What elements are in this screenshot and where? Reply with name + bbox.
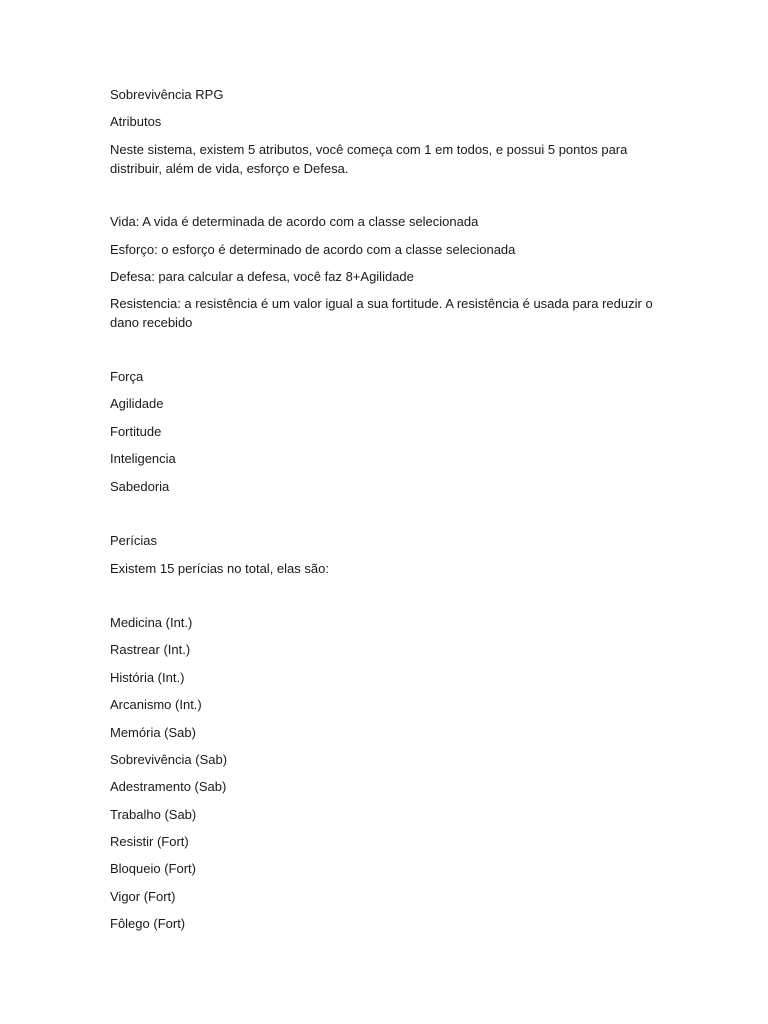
skill-item: Rastrear (Int.) — [110, 642, 191, 657]
skill-item: Bloqueio (Fort) — [110, 861, 196, 876]
intro-paragraph: Neste sistema, existem 5 atributos, você começa com 1 em todos, e possui 5 pontos para distribuir, além de vida, esforço e Defesa. — [110, 142, 628, 176]
attribute-item-agilidade: Agilidade — [110, 396, 164, 411]
attribute-item-inteligencia: Inteligencia — [110, 451, 176, 466]
skill-item: Trabalho (Sab) — [110, 807, 197, 822]
skills-intro: Existem 15 perícias no total, elas são: — [110, 561, 329, 576]
vida-paragraph: Vida: A vida é determinada de acordo com a classe selecionada — [110, 214, 479, 229]
skill-item: Adestramento (Sab) — [110, 779, 227, 794]
skill-item: Medicina (Int.) — [110, 615, 193, 630]
skill-item: Memória (Sab) — [110, 725, 196, 740]
document-title: Sobrevivência RPG — [110, 87, 224, 102]
attribute-item-fortitude: Fortitude — [110, 424, 162, 439]
skill-item: História (Int.) — [110, 670, 185, 685]
skill-item: Fôlego (Fort) — [110, 916, 186, 931]
attribute-item-sabedoria: Sabedoria — [110, 479, 170, 494]
attribute-item-forca: Força — [110, 369, 144, 384]
defesa-paragraph: Defesa: para calcular a defesa, você faz 8+Agilidade — [110, 269, 414, 284]
skill-item: Arcanismo (Int.) — [110, 697, 202, 712]
attributes-heading: Atributos — [110, 114, 162, 129]
skills-heading: Perícias — [110, 533, 157, 548]
esforco-paragraph: Esforço: o esforço é determinado de acordo com a classe selecionada — [110, 242, 516, 257]
skill-item: Sobrevivência (Sab) — [110, 752, 228, 767]
skill-item: Vigor (Fort) — [110, 889, 176, 904]
skill-item: Resistir (Fort) — [110, 834, 189, 849]
resistencia-paragraph: Resistencia: a resistência é um valor igual a sua fortitude. A resistência é usada para reduzir o dano recebido — [110, 296, 653, 330]
